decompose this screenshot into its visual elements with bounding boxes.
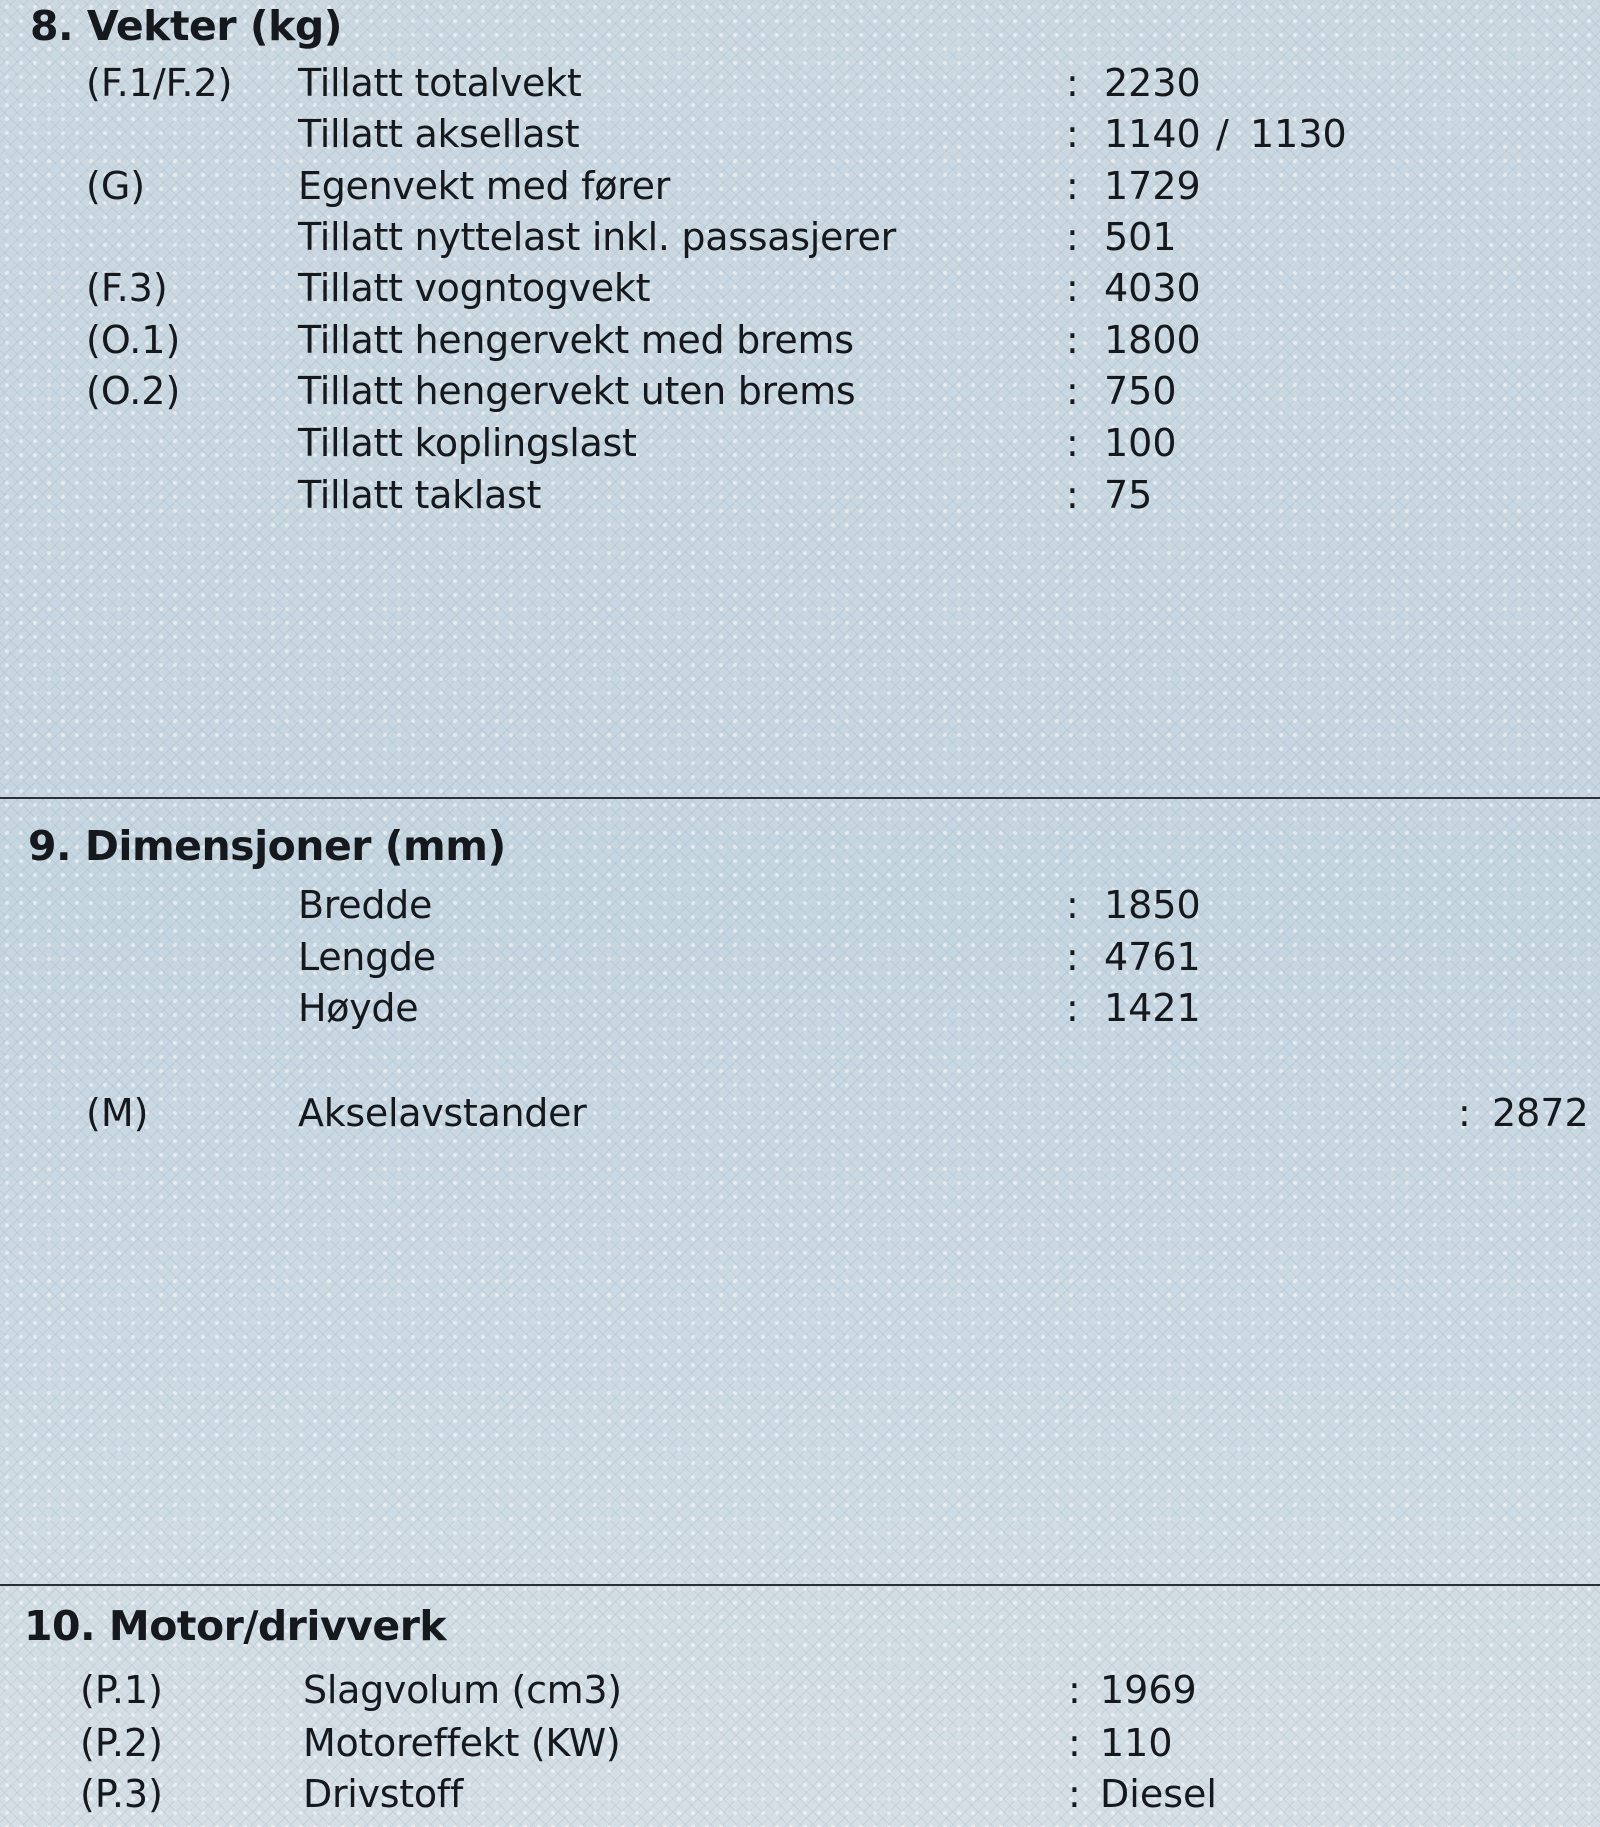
section-divider [0,797,1600,799]
row-label: Drivstoff [303,1772,463,1816]
row-slash: / [1216,112,1229,156]
row-colon: : [1066,112,1079,156]
section-title-engine: 10. Motor/drivverk [24,1602,447,1650]
weights-row-train-weight [0,263,1600,313]
row-colon: : [1068,1668,1081,1712]
row-value: 110 [1100,1721,1173,1765]
row-colon: : [1458,1091,1471,1135]
weights-row-coupling-load [0,418,1600,468]
engine-row-fuel [0,1769,1600,1819]
row-value: 2230 [1104,61,1201,105]
row-colon: : [1066,164,1079,208]
row-value: 4030 [1104,266,1201,310]
row-code: (F.1/F.2) [86,61,233,105]
weights-row-payload [0,212,1600,262]
row-label: Tillatt nyttelast inkl. passasjerer [298,215,896,259]
row-label: Motoreffekt (KW) [303,1721,621,1765]
row-colon: : [1066,215,1079,259]
row-code: (P.3) [80,1772,163,1816]
row-value: 75 [1104,473,1153,517]
row-code: (F.3) [86,266,168,310]
row-label: Egenvekt med fører [298,164,671,208]
row-label: Slagvolum (cm3) [303,1668,622,1712]
weights-row-axle-load [0,109,1600,159]
row-code: (P.2) [80,1721,163,1765]
dimensions-row-height [0,983,1600,1033]
row-label: Bredde [298,883,433,927]
row-value-rear-axle: 1130 [1250,112,1347,156]
dimensions-row-wheelbase [0,1088,1600,1138]
row-colon: : [1066,986,1079,1030]
row-value: 750 [1104,369,1177,413]
row-code: (O.2) [86,369,181,413]
row-label: Akselavstander [298,1091,587,1135]
section-title-dimensions: 9. Dimensjoner (mm) [28,822,506,870]
row-value: 1800 [1104,318,1201,362]
row-colon: : [1066,421,1079,465]
weights-row-roof-load [0,470,1600,520]
row-colon: : [1066,61,1079,105]
weights-row-curb-weight [0,161,1600,211]
row-value: 1421 [1104,986,1201,1030]
row-value: Diesel [1100,1772,1217,1816]
row-label: Tillatt totalvekt [298,61,582,105]
row-label: Tillatt koplingslast [298,421,637,465]
row-value: 501 [1104,215,1177,259]
row-colon: : [1066,369,1079,413]
weights-row-trailer-braked [0,315,1600,365]
row-value-front-axle: 1140 [1104,112,1201,156]
row-value: 1969 [1100,1668,1197,1712]
row-value: 1729 [1104,164,1201,208]
row-value: 2872 [1492,1091,1589,1135]
row-code: (P.1) [80,1668,163,1712]
dimensions-row-width [0,880,1600,930]
row-colon: : [1066,473,1079,517]
row-colon: : [1068,1772,1081,1816]
weights-row-total [0,58,1600,108]
engine-row-power [0,1718,1600,1768]
section-divider [0,1584,1600,1586]
row-colon: : [1066,318,1079,362]
row-code: (M) [86,1091,149,1135]
row-label: Tillatt aksellast [298,112,580,156]
row-value: 1850 [1104,883,1201,927]
dimensions-row-length [0,932,1600,982]
row-label: Høyde [298,986,419,1030]
row-code: (O.1) [86,318,181,362]
row-label: Tillatt taklast [298,473,542,517]
row-colon: : [1066,883,1079,927]
row-label: Tillatt vogntogvekt [298,266,651,310]
section-title-weights: 8. Vekter (kg) [30,2,342,50]
row-label: Tillatt hengervekt med brems [298,318,854,362]
row-label: Tillatt hengervekt uten brems [298,369,856,413]
row-colon: : [1066,935,1079,979]
engine-row-displacement [0,1665,1600,1715]
weights-row-trailer-unbraked [0,366,1600,416]
row-value: 4761 [1104,935,1201,979]
row-colon: : [1066,266,1079,310]
row-value: 100 [1104,421,1177,465]
row-code: (G) [86,164,146,208]
row-colon: : [1068,1721,1081,1765]
row-label: Lengde [298,935,436,979]
